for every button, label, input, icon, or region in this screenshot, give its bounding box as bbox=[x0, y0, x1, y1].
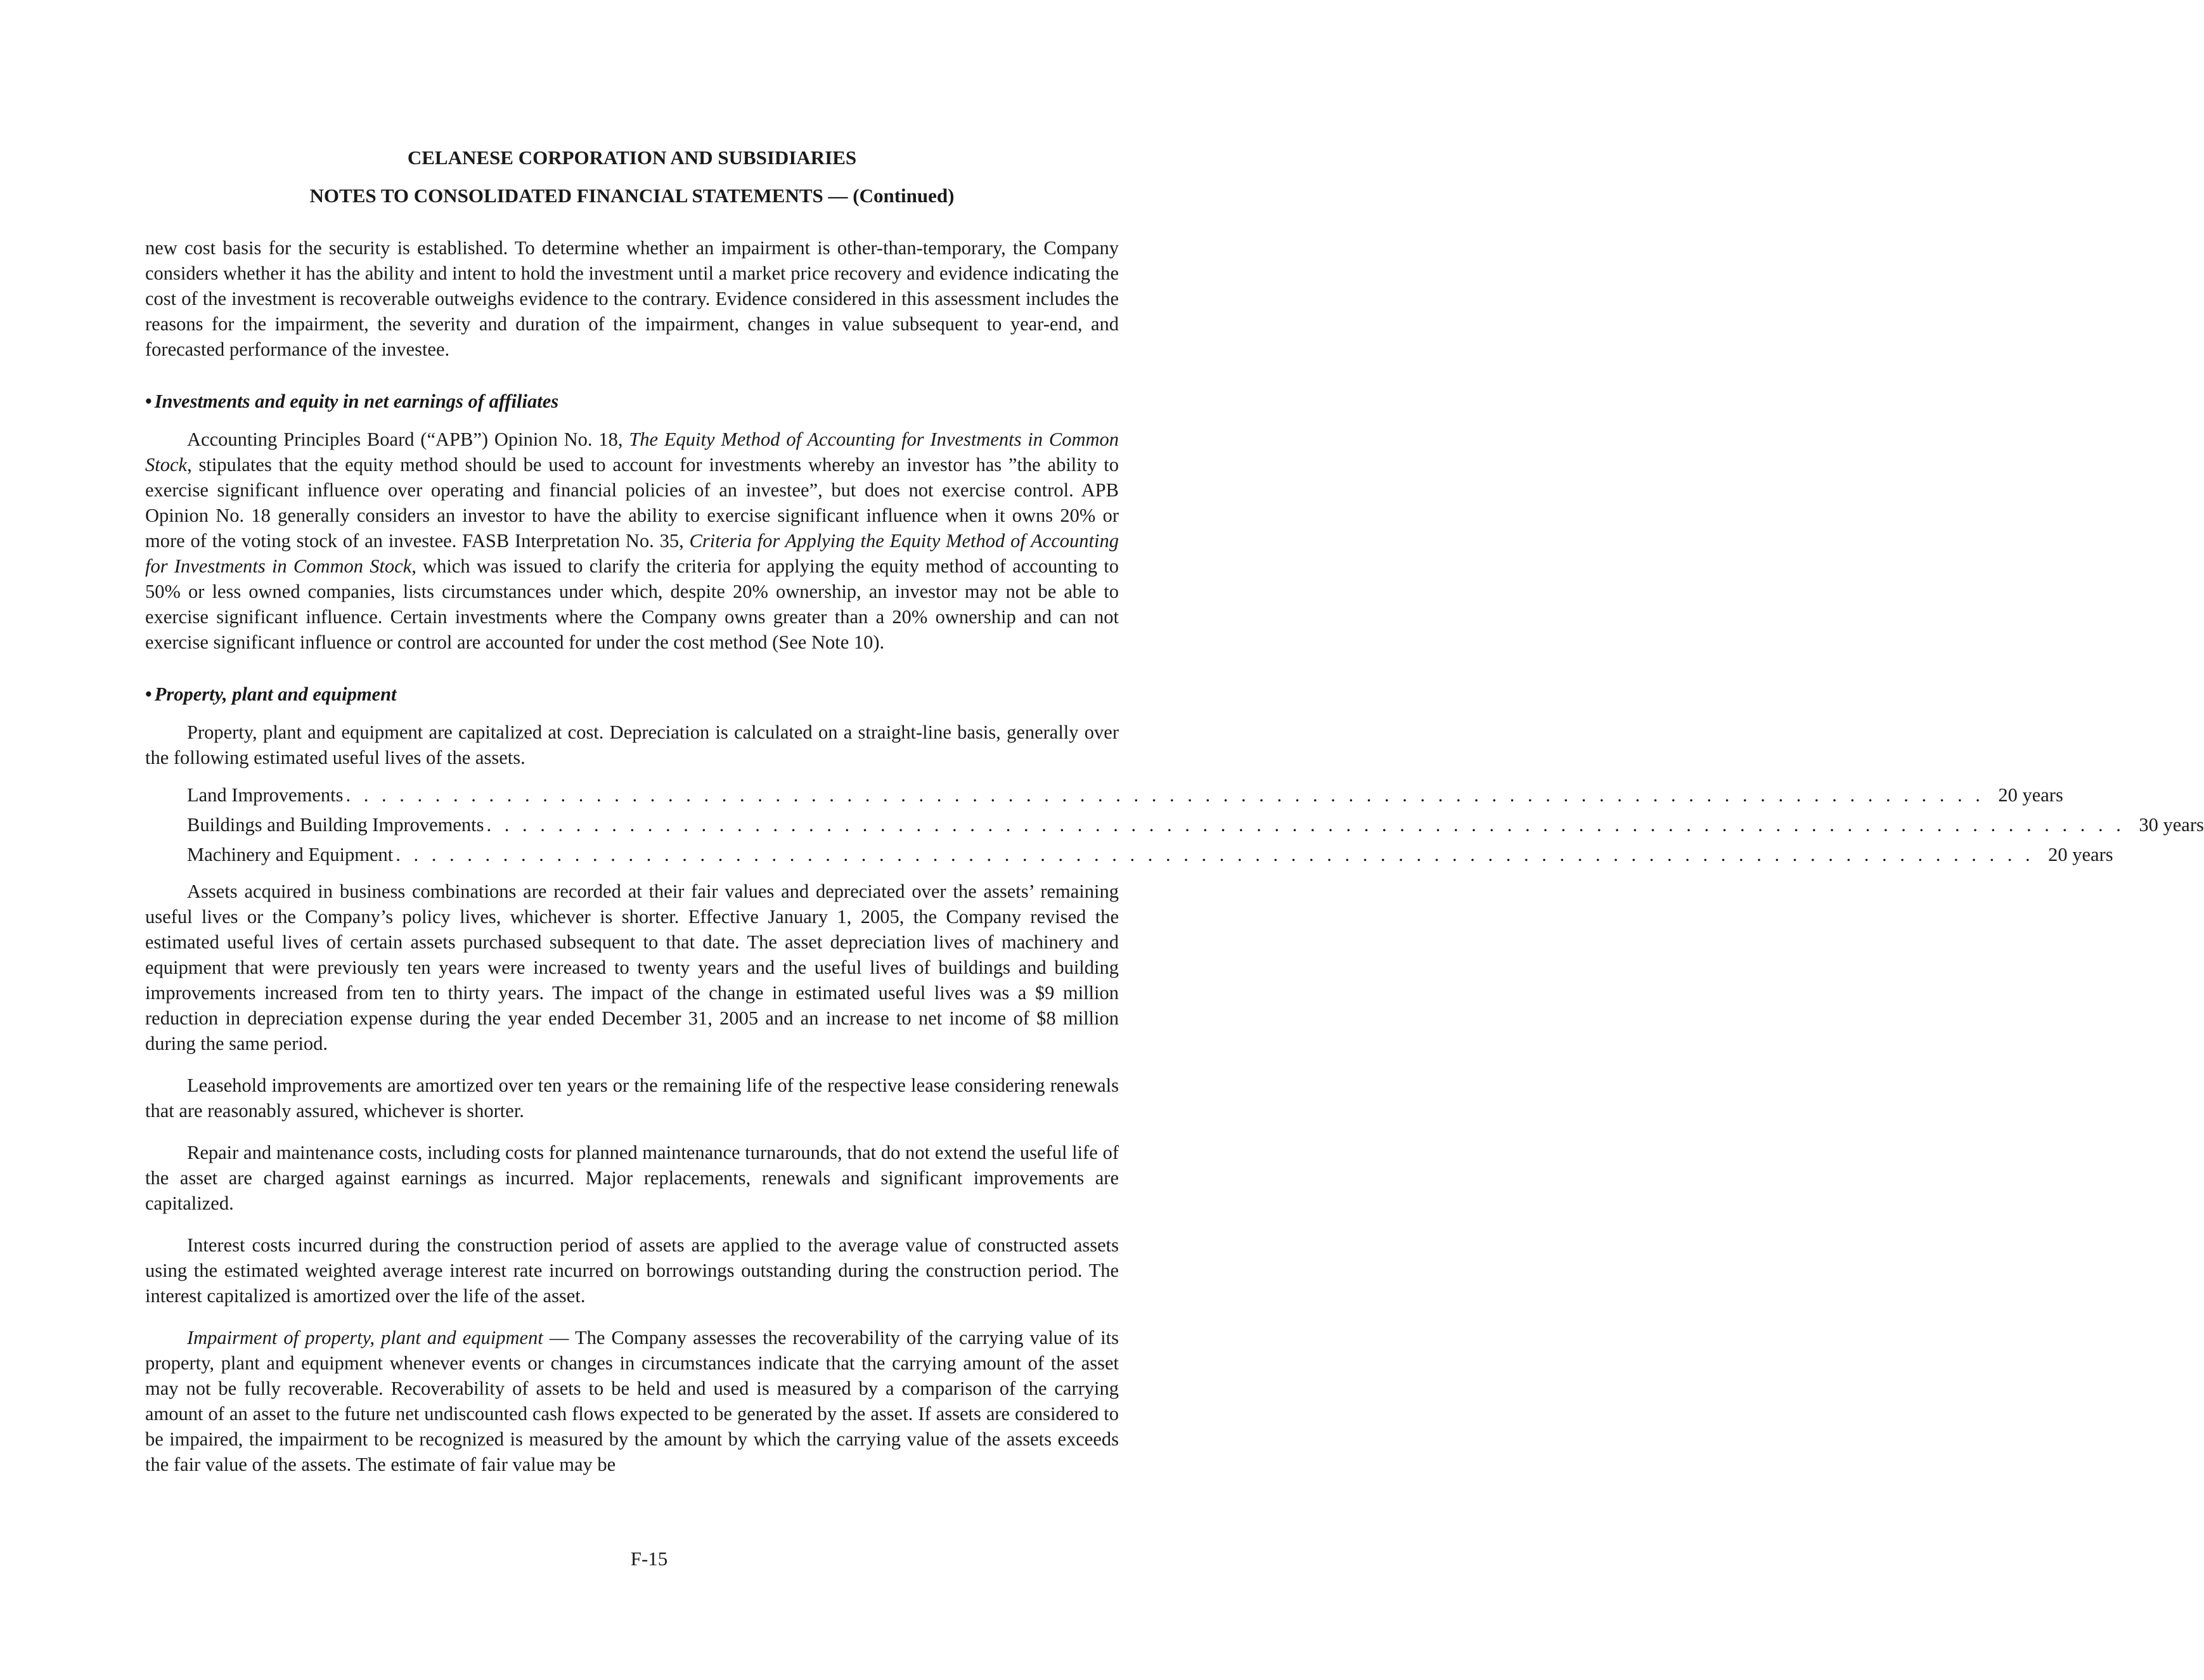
section-heading-investments bbox=[145, 389, 1119, 414]
ppe-paragraph-4: Repair and maintenance costs, including costs for planned maintenance turnarounds, that do not extend the useful life of the asset are charged against earnings as incurred. Major replacements, renewals and significant improvements are capitalized. bbox=[145, 1142, 1119, 1214]
text-run-italic: Impairment of property, plant and equipment bbox=[187, 1327, 543, 1348]
useful-life-label: Machinery and Equipment bbox=[187, 844, 394, 865]
intro-paragraph: new cost basis for the security is established. To determine whether an impairment is other-than-temporary, the Company considers whether it has the ability and intent to hold the investment until a market price recovery and evidence indicating the cost of the investment is recoverable outweighs evidence to the contrary. Evidence considered in this assessment includes the reasons for the impairment, the severity and duration of the impairment, changes in value subsequent to year-end, and forecasted performance of the investee. bbox=[145, 237, 1119, 360]
section-heading-ppe bbox=[145, 682, 1119, 707]
text-run: , stipulates that the equity method should be used to account for investments whereby an investor has ”the ability to exercise significant influence over operating and financial policies of an investee”, but does not exercise control. APB Opinion No. 18 generally considers an investor to have the ability to exercise significant influence when it owns 20% or more of the voting stock of an investee. FASB Interpretation No. 35, bbox=[145, 454, 1119, 552]
useful-life-row bbox=[187, 810, 2204, 840]
ppe-paragraph-2: Assets acquired in business combinations are recorded at their fair values and depreciated over the assets’ remaining useful lives or the Company’s policy lives, whichever is shorter. Effective January 1, 2005, the Company revised the estimated useful lives of certain assets purchased subsequent to that date. The asset depreciation lives of machinery and equipment that were previously ten years were increased to twenty years and the useful lives of buildings and building improvements increased from ten to thirty years. The impact of the change in estimated useful lives was a $9 million reduction in depreciation expense during the year ended December 31, 2005 and an increase to net income of $8 million during the same period. bbox=[145, 881, 1119, 1054]
ppe-paragraph-3: Leasehold improvements are amortized over ten years or the remaining life of the respective lease considering renewals that are reasonably assured, whichever is shorter. bbox=[145, 1075, 1119, 1121]
document-page bbox=[145, 146, 2204, 1477]
useful-life-value: 30 years bbox=[2139, 814, 2204, 836]
useful-life-row bbox=[187, 780, 2063, 810]
ppe-paragraph-5: Interest costs incurred during the construction period of assets are applied to the average value of constructed assets using the estimated weighted average interest rate incurred on borrowings outstanding during the construction period. The interest capitalized is amortized over the life of the asset. bbox=[145, 1234, 1119, 1307]
useful-life-value: 20 years bbox=[1998, 784, 2063, 806]
section-heading-ppe-label: Property, plant and equipment bbox=[154, 683, 397, 705]
company-title: CELANESE CORPORATION AND SUBSIDIARIES bbox=[407, 146, 857, 169]
useful-life-label: Buildings and Building Improvements bbox=[187, 814, 484, 836]
useful-life-value: 20 years bbox=[2048, 844, 2113, 865]
text-run: Accounting Principles Board (“APB”) Opinion No. 18, bbox=[187, 429, 629, 450]
section-heading-investments-label: Investments and equity in net earnings of affiliates bbox=[154, 391, 559, 412]
useful-life-row bbox=[187, 840, 2113, 870]
text-run: — The Company assesses the recoverability of the carrying value of its property, plant and equipment whenever events or changes in circumstances indicate that the carrying amount of the asset may not be fully recoverable. Recoverability of assets to be held and used is measured by a comparison of the carrying amount of an asset to the future net undiscounted cash flows expected to be generated by the asset. If assets are considered to be impaired, the impairment to be recognized is measured by the amount by which the carrying value of the assets exceeds the fair value of the assets. The estimate of fair value may be bbox=[145, 1327, 1119, 1475]
ppe-paragraph-6 bbox=[145, 1325, 1119, 1477]
useful-life-label: Land Improvements bbox=[187, 784, 344, 806]
bullet-icon: • bbox=[145, 391, 152, 412]
notes-subtitle: NOTES TO CONSOLIDATED FINANCIAL STATEMENTS — (Continued) bbox=[309, 184, 955, 207]
ppe-paragraph-1: Property, plant and equipment are capitalized at cost. Depreciation is calculated on a straight-line basis, generally over the following estimated useful lives of the assets. bbox=[145, 721, 1119, 768]
text-run: , which was issued to clarify the criteria for applying the equity method of accounting to 50% or less owned companies, lists circumstances under which, despite 20% ownership, an investor may not be able to exercise significant influence. Certain investments where the Company owns greater than a 20% ownership and can not exercise significant influence or control are accounted for under the cost method (See Note 10). bbox=[145, 555, 1119, 653]
investments-paragraph bbox=[145, 427, 1119, 655]
page-number: F-15 bbox=[630, 1548, 668, 1570]
useful-lives-table bbox=[187, 780, 2204, 870]
dot-leader: . . . . . . . . . . . . . . . . . . . . . . . . . . . . . . . . . . . . . . . . . . . . . . . . . . . . . . . . . . . . . . . . . . . . . . . . . . . . . . . . . . . . . . . . . . . . bbox=[396, 844, 2035, 865]
text-run-italic: The Equity Method of Accounting for Investments in Common Stock bbox=[145, 429, 1119, 475]
bullet-icon: • bbox=[145, 683, 152, 705]
text-run-italic: Criteria for Applying the Equity Method of Accounting for Investments in Common Stock bbox=[145, 530, 1119, 577]
dot-leader: . . . . . . . . . . . . . . . . . . . . . . . . . . . . . . . . . . . . . . . . . . . . . . . . . . . . . . . . . . . . . . . . . . . . . . . . . . . . . . . . . . . . . . . . . . . . bbox=[486, 814, 2125, 836]
dot-leader: . . . . . . . . . . . . . . . . . . . . . . . . . . . . . . . . . . . . . . . . . . . . . . . . . . . . . . . . . . . . . . . . . . . . . . . . . . . . . . . . . . . . . . . . . . . . bbox=[345, 784, 1985, 806]
